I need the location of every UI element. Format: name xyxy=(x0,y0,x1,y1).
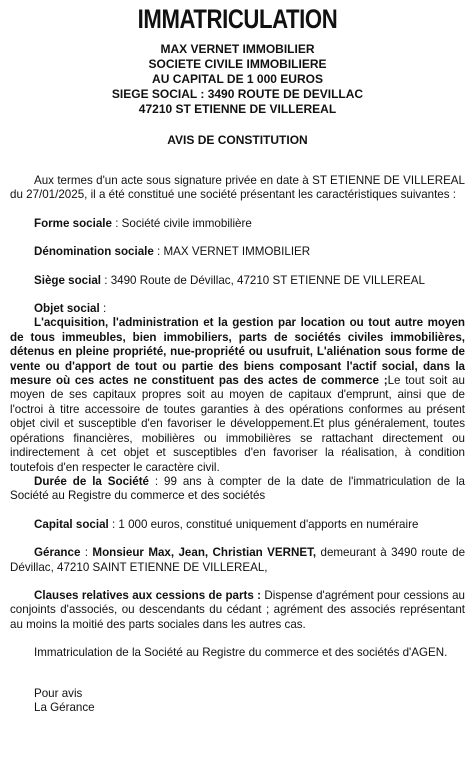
objet-label: Objet social xyxy=(34,302,100,316)
company-form: SOCIETE CIVILE IMMOBILIERE xyxy=(148,57,327,71)
closing-signature: La Gérance xyxy=(34,700,95,714)
gerance-value: demeurant à 3490 route de Dévillac, 47210 SAINT ETIENNE DE VILLEREAL, xyxy=(10,546,466,574)
duree-label: Durée de la Société xyxy=(34,474,150,488)
clauses-label: Clauses relatives aux cessions de parts : xyxy=(34,588,262,602)
forme-sociale xyxy=(10,217,465,231)
closing xyxy=(10,687,465,716)
objet-bold-text: L'acquisition, l'administration et la gestion par location ou tout autre moyen de tous immeubles, bien immobiliers, parts de sociétés civiles immobilières, détenus en pleine propriété, nue-propriété ou usufruit, L'aliénation sous forme de vente ou d'apport de tout ou partie des biens composant l'actif social, dans la mesure où ces actes ne constituent pas des actes de commerce ; xyxy=(10,316,465,388)
company-city: 47210 ST ETIENNE DE VILLEREAL xyxy=(138,102,337,116)
objet-label-suffix: : xyxy=(99,302,107,316)
notice-body xyxy=(10,174,465,661)
capital-value: : 1 000 euros, constitué uniquement d'apports en numéraire xyxy=(108,517,419,531)
objet-plain-text: Le tout soit au moyen de ses capitaux propres soit au moyen de capitaux d'emprunt, ainsi que de l'octroi à titre accessoire de toutes garanties à des opérations conformes au présent objet civil et susceptible d'en favoriser le développement.Et plus généralement, toutes opérations financières, mobilières ou immobilières se rattachant directement ou indirectement à cet objet et susceptibles d'en favoriser la réalisation, à condition toutefois d'en respecter le caractère civil. xyxy=(10,374,465,474)
gerance xyxy=(10,546,465,575)
siege-social xyxy=(10,274,465,288)
capital-label: Capital social xyxy=(34,517,109,531)
gerance-sep: : xyxy=(80,546,93,560)
intro-paragraph: Aux termes d'un acte sous signature privée en date à ST ETIENNE DE VILLEREAL du 27/01/2025, il a été constitué une société présentant les caractéristiques suivantes : xyxy=(10,174,465,202)
denomination-label: Dénomination sociale xyxy=(34,245,154,259)
company-capital: AU CAPITAL DE 1 000 EUROS xyxy=(152,72,323,86)
duree-societe xyxy=(10,475,465,504)
duree-value: : 99 ans à compter de la date de l'immatriculation de la Société au Registre du commerce et des sociétés xyxy=(10,474,466,503)
immatriculation-paragraph: Immatriculation de la Société au Registre du commerce et des sociétés d'AGEN. xyxy=(34,646,448,660)
objet-social-heading xyxy=(10,302,465,316)
company-siege: SIEGE SOCIAL : 3490 ROUTE DE DEVILLAC xyxy=(111,87,364,101)
company-name: MAX VERNET IMMOBILIER xyxy=(160,42,315,56)
gerance-name: Monsieur Max, Jean, Christian VERNET, xyxy=(92,546,317,560)
objet-social-text xyxy=(10,316,465,474)
notice-heading: AVIS DE CONSTITUTION xyxy=(167,133,308,147)
forme-label: Forme sociale xyxy=(34,216,112,230)
denomination-sociale xyxy=(10,245,465,259)
gerance-label: Gérance xyxy=(34,546,81,560)
denomination-value: : MAX VERNET IMMOBILIER xyxy=(153,245,311,259)
notice-title: IMMATRICULATION xyxy=(137,4,338,34)
company-header xyxy=(10,42,465,117)
siege-label: Siège social xyxy=(34,273,102,287)
siege-value: : 3490 Route de Dévillac, 47210 ST ETIENNE DE VILLEREAL xyxy=(101,273,425,287)
forme-value: : Société civile immobilière xyxy=(111,216,252,230)
clauses-cessions xyxy=(10,589,465,632)
clauses-value: Dispense d'agrément pour cessions au conjoints d'associés, ou descendants du cédant ; agrément des associés représentant au moins la moitié des parts sociales dans les autres cas. xyxy=(10,588,465,631)
capital-social xyxy=(10,518,465,532)
closing-line-1: Pour avis xyxy=(34,686,83,700)
